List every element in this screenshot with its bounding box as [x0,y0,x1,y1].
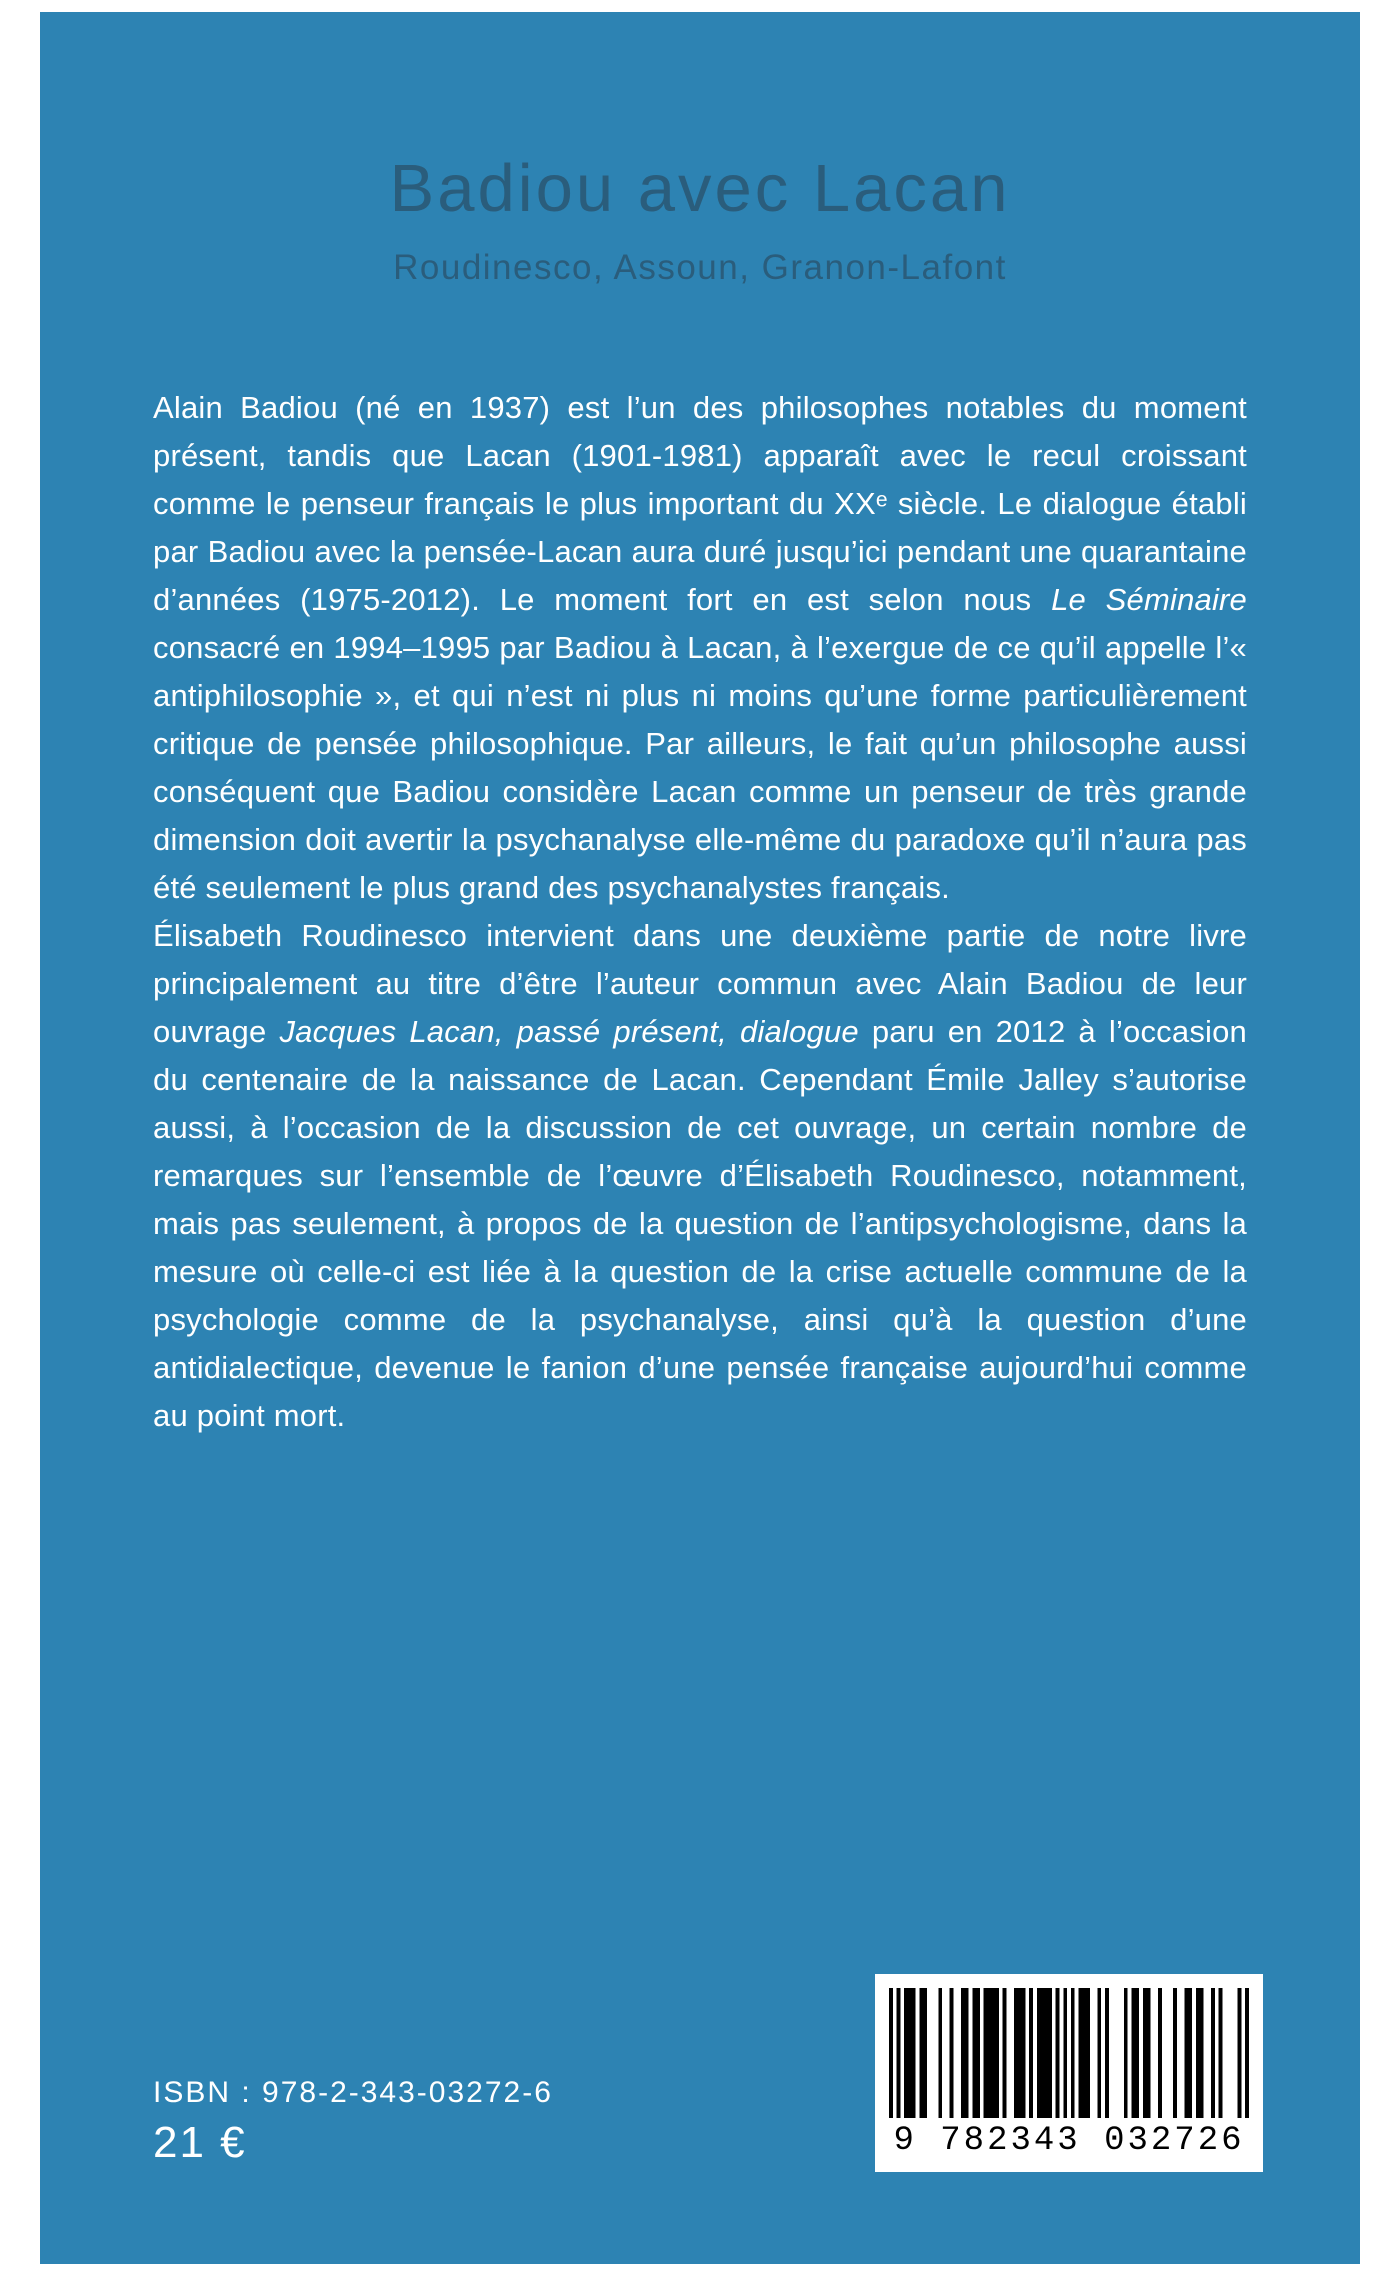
p1-italic-work-title: Le Séminaire [1051,582,1247,617]
isbn-label: ISBN : 978-2-343-03272-6 [153,2076,553,2109]
paragraph-2 [153,912,1247,1440]
p1-text-before: Alain Badiou (né en 1937) est l’un des philosophes notables du moment présent, tandis que Lacan (1901-1981) apparaît avec le recul croissant comme le penseur français le plus important du XXᵉ siècle. Le dialogue établi par Badiou avec la pensée-Lacan aura duré jusqu’ici pendant une quarantaine d’années (1975-2012). Le moment fort en est selon nous [153,390,1247,617]
p1-text-after: consacré en 1994–1995 par Badiou à Lacan, à l’exergue de ce qu’il appelle l’« antiphilosophie », et qui n’est ni plus ni moins qu’une forme particulièrement critique de pensée philosophique. Par ailleurs, le fait qu’un philosophe aussi conséquent que Badiou considère Lacan comme un penseur de très grande dimension doit avertir la psychanalyse elle-même du paradoxe qu’il n’aura pas été seulement le plus grand des psychanalystes français. [153,630,1247,905]
p2-italic-work-title: Jacques Lacan, passé présent, dialogue [279,1014,859,1049]
book-title: Badiou avec Lacan [389,151,1011,226]
price-label: 21 € [153,2118,247,2167]
p2-text-before: Élisabeth Roudinesco intervient dans une deuxième partie de notre livre principalement au titre d’être l’auteur commun avec Alain Badiou de leur ouvrage [153,918,1247,1049]
book-authors: Roudinesco, Assoun, Granon-Lafont [393,248,1007,287]
back-cover-text [153,384,1247,1440]
p2-text-after: paru en 2012 à l’occasion du centenaire de la naissance de Lacan. Cependant Émile Jalley s’autorise aussi, à l’occasion de la discussion de cet ouvrage, un certain nombre de remarques sur l’ensemble de l’œuvre d’Élisabeth Roudinesco, notamment, mais pas seulement, à propos de la question de l’antipsychologisme, dans la mesure où celle-ci est liée à la question de la crise actuelle commune de la psychologie comme de la psychanalyse, ainsi qu’à la question d’une antidialectique, devenue le fanion d’une pensée française aujourd’hui comme au point mort. [153,1014,1247,1433]
barcode [875,1974,1263,2172]
cover-panel [40,12,1360,2264]
barcode-bars-image [889,1988,1249,2118]
barcode-number: 9 782343 032726 [893,2122,1245,2160]
paragraph-1 [153,384,1247,912]
